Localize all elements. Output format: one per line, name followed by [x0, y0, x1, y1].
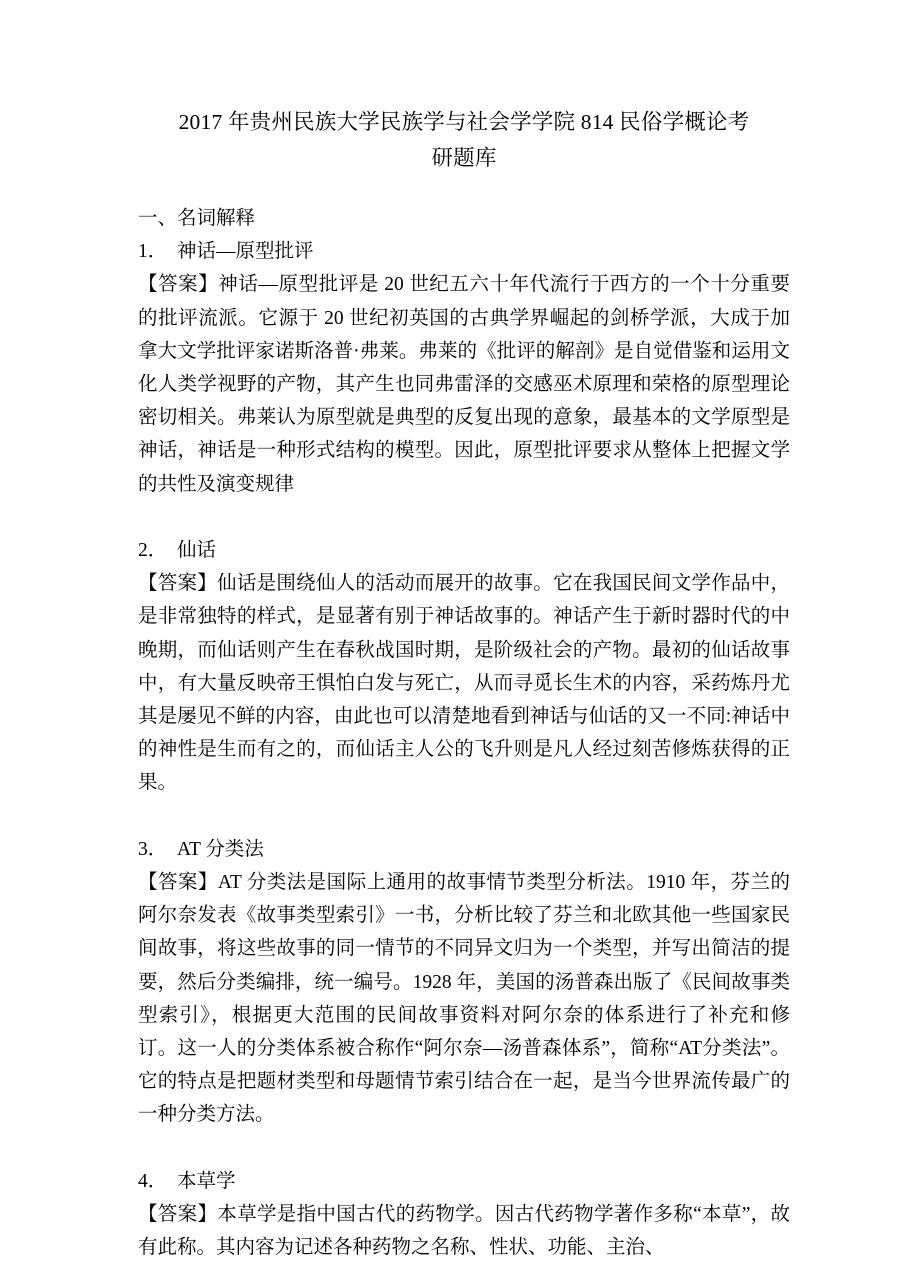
entry-answer-4: 【答案】本草学是指中国古代的药物学。因古代药物学著作多称“本草”，故有此称。其内容为记述各种药物之名称、性状、功能、主治、: [138, 1204, 790, 1259]
document-body: [138, 104, 790, 1264]
entry-number-3: 3．: [138, 838, 158, 860]
entry-spacer-1: [158, 241, 178, 262]
entry-gap-1: [138, 501, 790, 534]
entry-term-3: AT 分类法: [177, 838, 264, 860]
page-title-line-1: 2017 年贵州民族大学民族学与社会学学院 814 民俗学概论考: [178, 110, 750, 134]
entry-gap-3: [138, 1132, 790, 1165]
page-title-line-2: 研题库: [431, 146, 497, 170]
entry-number-4: 4．: [138, 1170, 158, 1192]
section-heading: 一、名词解释: [138, 208, 256, 229]
entry-answer-1: 【答案】神话—原型批评是 20 世纪五六十年代流行于西方的一个十分重要的批评流派。它源于 20 世纪初英国的古典学界崛起的剑桥学派，大成于加拿大文学批评家诺斯洛普·弗莱。弗莱的《批评的解剖》是自觉借鉴和运用文化人类学视野的产物，其产生也同弗雷泽的交感巫术原理和荣格的原型理论密切相关。弗莱认为原型就是典型的反复出现的意象，最基本的文学原型是神话，神话是一种形式结构的模型。因此，原型批评要求从整体上把握文学的共性及演变规律: [138, 274, 790, 495]
entry-heading-3: [138, 833, 790, 866]
entry-gap-2: [138, 800, 790, 833]
entry-term-2: 仙话: [177, 540, 217, 562]
entry-number-1: 1．: [138, 241, 158, 263]
entry-heading-1: [138, 235, 790, 268]
entry-heading-4: [138, 1165, 790, 1198]
entry-term-1: 神话—原型批评: [177, 241, 314, 263]
entry-answer-3: 【答案】AT 分类法是国际上通用的故事情节类型分析法。1910 年，芬兰的阿尔奈发表《故事类型索引》一书，分析比较了芬兰和北欧其他一些国家民间故事，将这些故事的同一情节的不同异文归为一个类型，并写出简洁的提要，然后分类编排，统一编号。1928 年，美国的汤普森出版了《民间故事类型索引》，根据更大范围的民间故事资料对阿尔奈的体系进行了补充和修订。这一人的分类体系被合称作“阿尔奈—汤普森体系”，简称“AT分类法”。它的特点是把题材类型和母题情节索引结合在一起，是当今世界流传最广的一种分类方法。: [138, 872, 790, 1126]
title-spacer: [138, 176, 790, 202]
entry-spacer-4: [158, 1171, 178, 1192]
entry-spacer-3: [158, 839, 178, 860]
entry-term-4: 本草学: [177, 1170, 236, 1192]
page-title: [138, 104, 790, 176]
entry-spacer-2: [158, 540, 178, 561]
entry-heading-2: [138, 534, 790, 567]
entry-number-2: 2．: [138, 540, 158, 562]
entry-answer-2: 【答案】仙话是围绕仙人的活动而展开的故事。它在我国民间文学作品中，是非常独特的样式，是显著有别于神话故事的。神话产生于新时器时代的中晚期，而仙话则产生在春秋战国时期，是阶级社会的产物。最初的仙话故事中，有大量反映帝王惧怕白发与死亡，从而寻觅长生术的内容，采药炼丹尤其是屡见不鲜的内容，由此也可以清楚地看到神话与仙话的又一不同:神话中的神性是生而有之的，而仙话主人公的飞升则是凡人经过刻苦修炼获得的正果。: [138, 573, 790, 794]
